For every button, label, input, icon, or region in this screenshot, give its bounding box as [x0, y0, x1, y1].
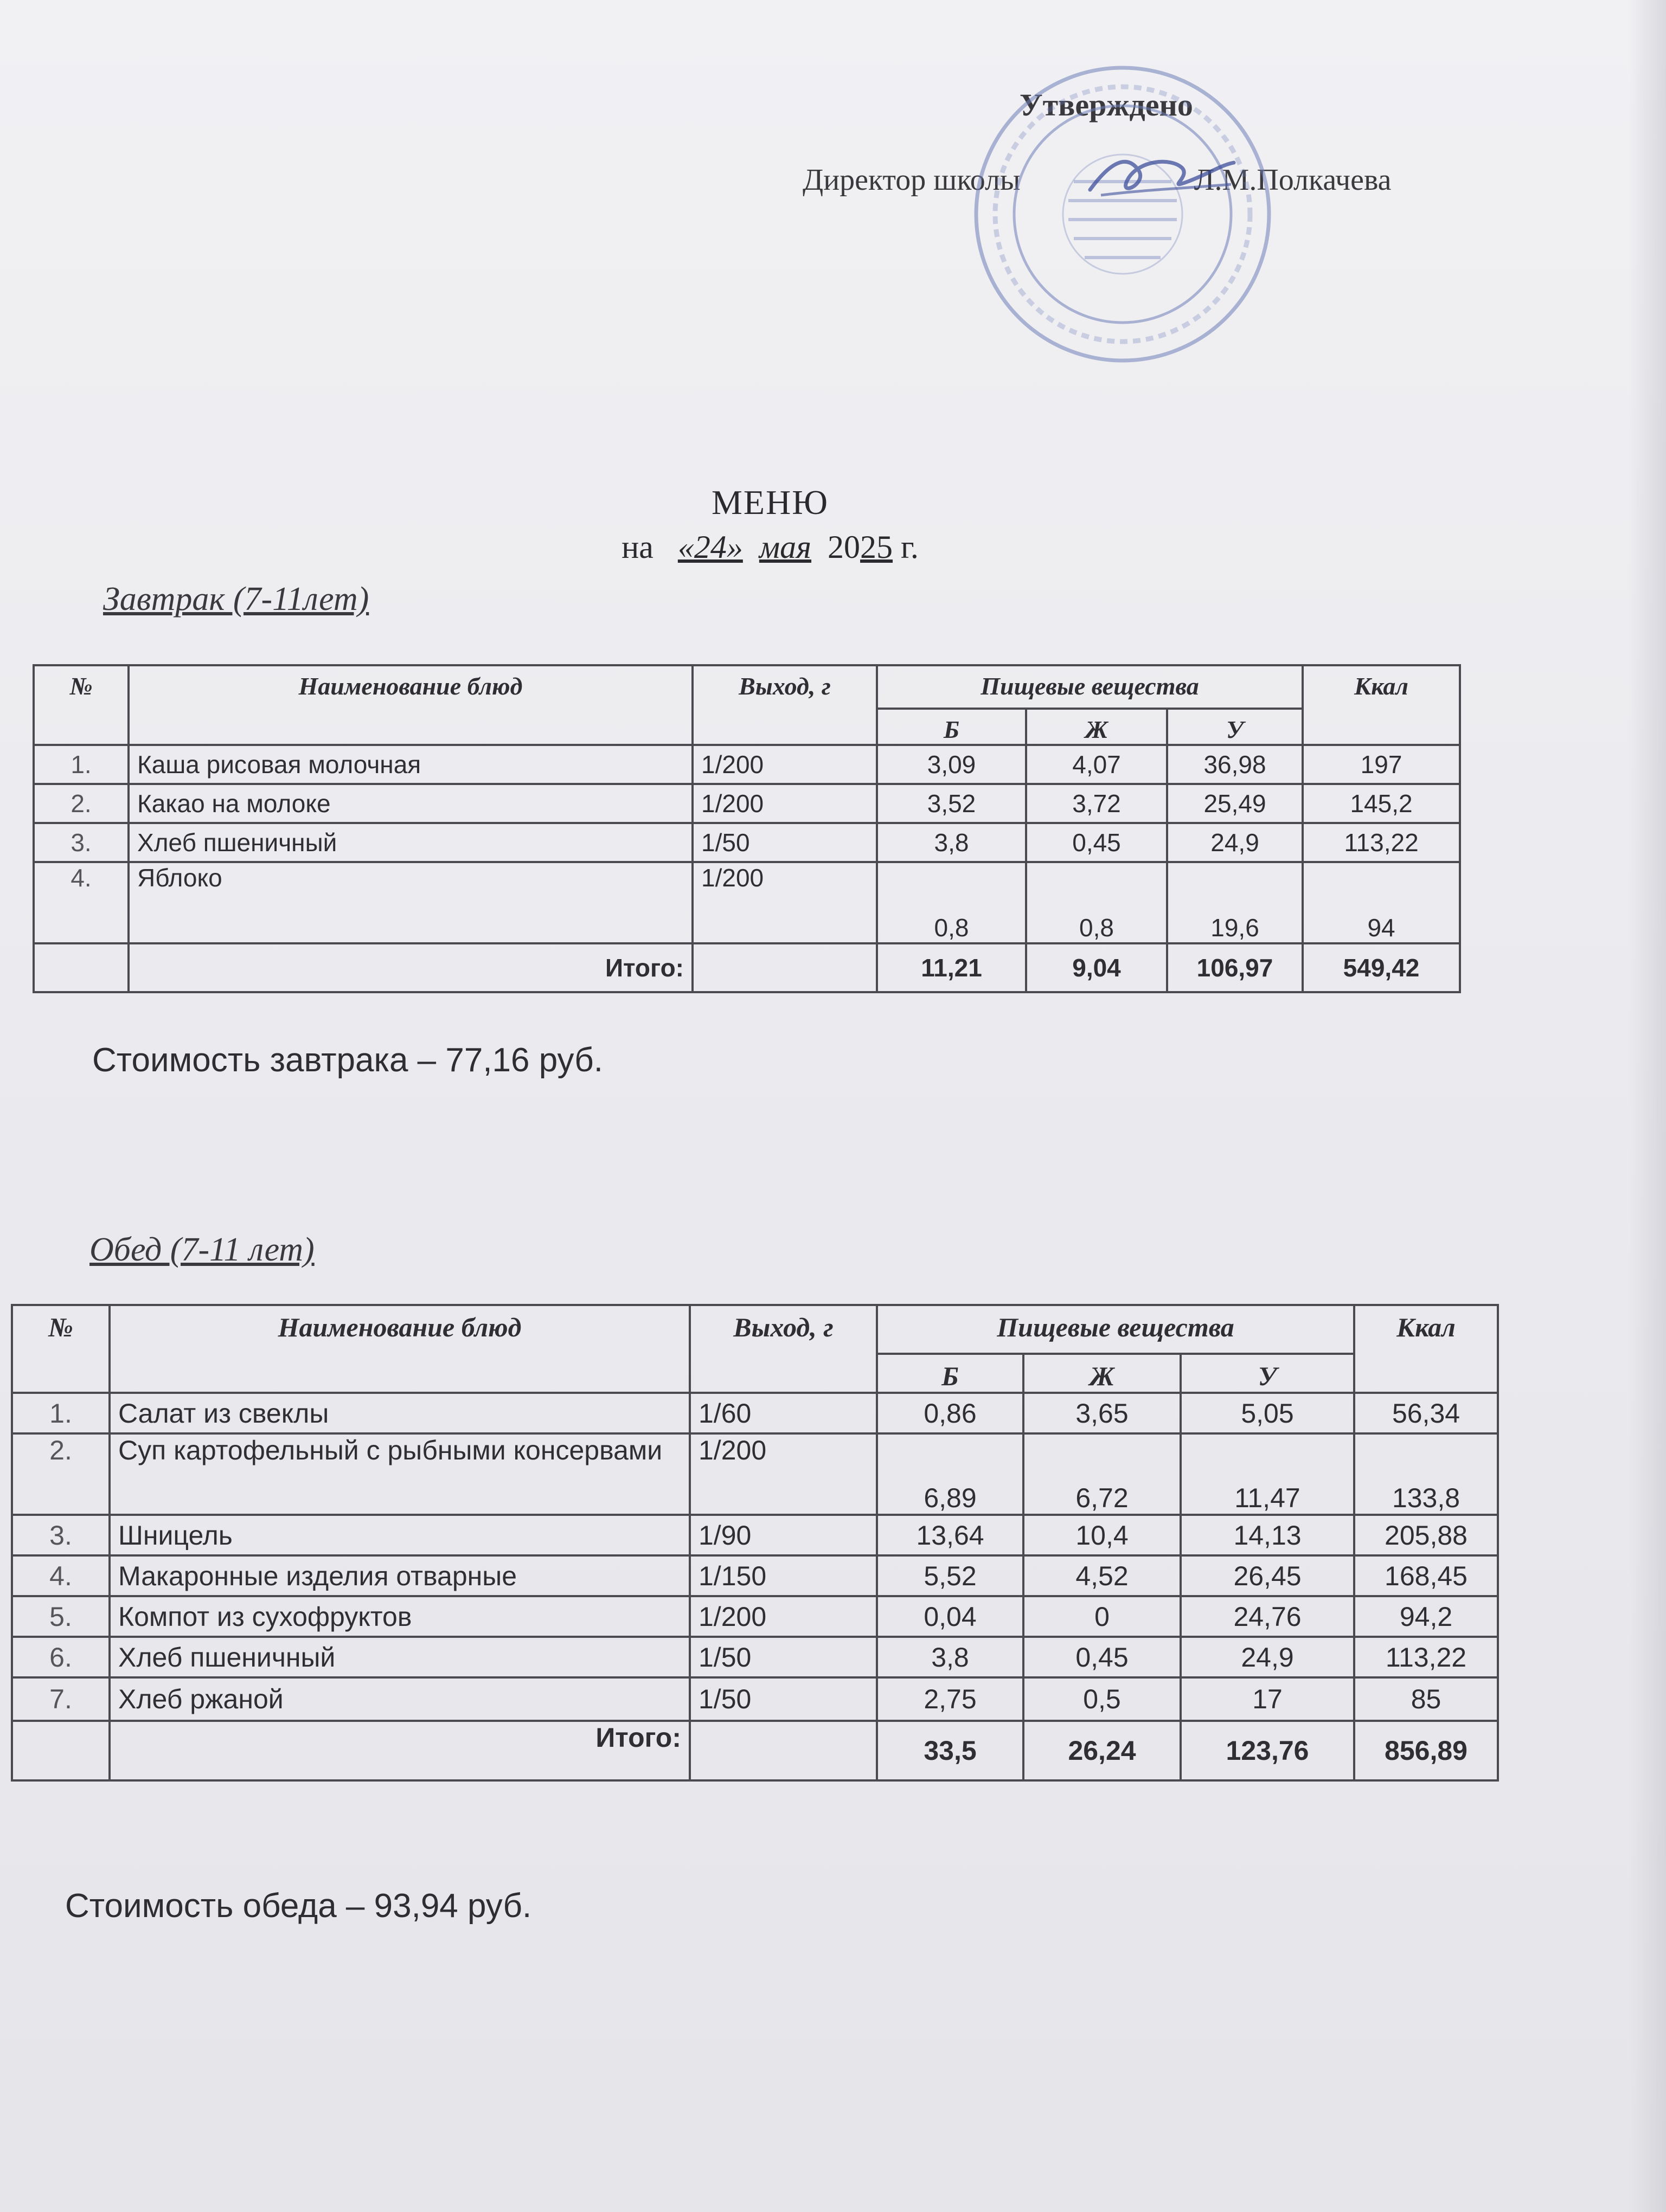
protein-value: 2,75 [877, 1677, 1023, 1721]
header-yield: Выход, г [693, 665, 877, 745]
row-no: 3. [34, 823, 129, 862]
protein-value: 0,86 [877, 1393, 1023, 1433]
table-total-row [34, 943, 1460, 992]
header-no: № [34, 665, 129, 745]
header-yield: Выход, г [690, 1305, 877, 1393]
fat-value: 10,4 [1023, 1515, 1181, 1555]
kcal-value: 85 [1354, 1677, 1498, 1721]
total-empty-cell [34, 943, 129, 992]
protein-value: 3,52 [877, 784, 1026, 823]
carbs-value: 17 [1181, 1677, 1354, 1721]
table-row [12, 1596, 1498, 1637]
fat-value: 6,72 [1023, 1433, 1181, 1515]
breakfast-table [33, 664, 1461, 993]
total-label: Итого: [110, 1721, 690, 1780]
table-row [34, 745, 1460, 784]
dish-yield: 1/200 [690, 1596, 877, 1637]
row-no: 5. [12, 1596, 110, 1637]
kcal-value: 197 [1303, 745, 1460, 784]
protein-value: 3,8 [877, 823, 1026, 862]
page-edge-shadow [1628, 0, 1666, 2212]
kcal-value: 94,2 [1354, 1596, 1498, 1637]
total-label: Итого: [129, 943, 693, 992]
kcal-value: 113,22 [1303, 823, 1460, 862]
table-row [12, 1637, 1498, 1677]
dish-yield: 1/60 [690, 1393, 877, 1433]
fat-value: 0,8 [1026, 862, 1167, 943]
header-fat: Ж [1026, 709, 1167, 745]
kcal-value: 145,2 [1303, 784, 1460, 823]
carbs-value: 5,05 [1181, 1393, 1354, 1433]
approval-title: Утверждено [1020, 87, 1193, 123]
dish-yield: 1/150 [690, 1555, 877, 1596]
menu-date [0, 529, 1540, 566]
kcal-value: 56,34 [1354, 1393, 1498, 1433]
date-suffix: г. [893, 529, 919, 565]
protein-value: 6,89 [877, 1433, 1023, 1515]
dish-name: Яблоко [129, 862, 693, 943]
header-carbs: У [1167, 709, 1303, 745]
row-no: 4. [12, 1555, 110, 1596]
carbs-value: 36,98 [1167, 745, 1303, 784]
protein-value: 0,8 [877, 862, 1026, 943]
dish-yield: 1/50 [690, 1637, 877, 1677]
carbs-value: 24,9 [1181, 1637, 1354, 1677]
header-protein: Б [877, 709, 1026, 745]
table-row [34, 784, 1460, 823]
header-dish-name: Наименование блюд [110, 1305, 690, 1393]
row-no: 7. [12, 1677, 110, 1721]
kcal-value: 168,45 [1354, 1555, 1498, 1596]
header-kcal: Ккал [1303, 665, 1460, 745]
date-prefix: на [621, 529, 678, 565]
carbs-value: 11,47 [1181, 1433, 1354, 1515]
header-protein: Б [877, 1354, 1023, 1393]
kcal-value: 113,22 [1354, 1637, 1498, 1677]
protein-value: 3,8 [877, 1637, 1023, 1677]
header-dish-name: Наименование блюд [129, 665, 693, 745]
director-signature [1079, 138, 1242, 220]
approval-name: Л.М.Полкачева [1194, 163, 1392, 197]
carbs-value: 24,76 [1181, 1596, 1354, 1637]
dish-yield: 1/90 [690, 1515, 877, 1555]
fat-value: 0,45 [1023, 1637, 1181, 1677]
table-row [34, 862, 1460, 943]
dish-name: Суп картофельный с рыбными консервами [110, 1433, 690, 1515]
row-no: 2. [12, 1433, 110, 1515]
table-row [12, 1555, 1498, 1596]
table-row [12, 1433, 1498, 1515]
fat-value: 0 [1023, 1596, 1181, 1637]
dish-name: Хлеб ржаной [110, 1677, 690, 1721]
dish-yield: 1/50 [693, 823, 877, 862]
header-fat: Ж [1023, 1354, 1181, 1393]
lunch-table [11, 1304, 1499, 1782]
total-kcal: 549,42 [1303, 943, 1460, 992]
total-fat: 26,24 [1023, 1721, 1181, 1780]
dish-yield: 1/50 [690, 1677, 877, 1721]
protein-value: 5,52 [877, 1555, 1023, 1596]
dish-name: Компот из сухофруктов [110, 1596, 690, 1637]
table-row [34, 823, 1460, 862]
total-protein: 11,21 [877, 943, 1026, 992]
protein-value: 0,04 [877, 1596, 1023, 1637]
dish-name: Какао на молоке [129, 784, 693, 823]
dish-name: Макаронные изделия отварные [110, 1555, 690, 1596]
total-empty-cell [12, 1721, 110, 1780]
carbs-value: 26,45 [1181, 1555, 1354, 1596]
header-carbs: У [1181, 1354, 1354, 1393]
total-empty-cell [693, 943, 877, 992]
table-row [12, 1515, 1498, 1555]
header-nutrients: Пищевые вещества [877, 1305, 1354, 1354]
protein-value: 3,09 [877, 745, 1026, 784]
breakfast-section-title: Завтрак (7-11лет) [103, 581, 369, 618]
date-day: «24» [677, 529, 743, 565]
row-no: 2. [34, 784, 129, 823]
date-year-b: 25 [860, 529, 893, 565]
dish-yield: 1/200 [693, 745, 877, 784]
row-no: 1. [12, 1393, 110, 1433]
dish-name: Хлеб пшеничный [110, 1637, 690, 1677]
table-total-row [12, 1721, 1498, 1780]
dish-name: Каша рисовая молочная [129, 745, 693, 784]
fat-value: 4,52 [1023, 1555, 1181, 1596]
total-protein: 33,5 [877, 1721, 1023, 1780]
total-kcal: 856,89 [1354, 1721, 1498, 1780]
carbs-value: 14,13 [1181, 1515, 1354, 1555]
fat-value: 4,07 [1026, 745, 1167, 784]
header-kcal: Ккал [1354, 1305, 1498, 1393]
menu-title: МЕНЮ [712, 483, 829, 522]
header-no: № [12, 1305, 110, 1393]
row-no: 3. [12, 1515, 110, 1555]
fat-value: 0,45 [1026, 823, 1167, 862]
date-month: мая [759, 529, 812, 565]
date-year-a: 20 [828, 529, 861, 565]
kcal-value: 94 [1303, 862, 1460, 943]
lunch-section-title: Обед (7-11 лет) [89, 1231, 315, 1268]
carbs-value: 24,9 [1167, 823, 1303, 862]
fat-value: 3,72 [1026, 784, 1167, 823]
protein-value: 13,64 [877, 1515, 1023, 1555]
carbs-value: 25,49 [1167, 784, 1303, 823]
fat-value: 0,5 [1023, 1677, 1181, 1721]
dish-yield: 1/200 [693, 784, 877, 823]
approval-role: Директор школы [803, 163, 1021, 197]
dish-yield: 1/200 [693, 862, 877, 943]
total-fat: 9,04 [1026, 943, 1167, 992]
total-empty-cell [690, 1721, 877, 1780]
total-carbs: 123,76 [1181, 1721, 1354, 1780]
total-carbs: 106,97 [1167, 943, 1303, 992]
dish-yield: 1/200 [690, 1433, 877, 1515]
header-nutrients: Пищевые вещества [877, 665, 1303, 709]
carbs-value: 19,6 [1167, 862, 1303, 943]
dish-name: Шницель [110, 1515, 690, 1555]
row-no: 4. [34, 862, 129, 943]
kcal-value: 133,8 [1354, 1433, 1498, 1515]
kcal-value: 205,88 [1354, 1515, 1498, 1555]
row-no: 6. [12, 1637, 110, 1677]
dish-name: Салат из свеклы [110, 1393, 690, 1433]
breakfast-cost: Стоимость завтрака – 77,16 руб. [92, 1041, 603, 1079]
table-row [12, 1393, 1498, 1433]
dish-name: Хлеб пшеничный [129, 823, 693, 862]
fat-value: 3,65 [1023, 1393, 1181, 1433]
lunch-cost: Стоимость обеда – 93,94 руб. [65, 1887, 532, 1925]
row-no: 1. [34, 745, 129, 784]
table-row [12, 1677, 1498, 1721]
